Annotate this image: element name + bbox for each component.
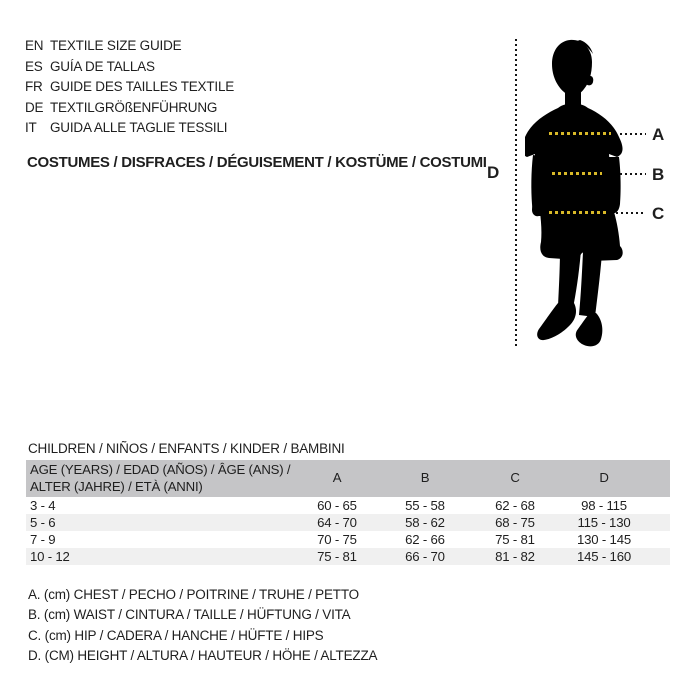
- hip-value: 75 - 81: [495, 532, 535, 547]
- column-header-b: B: [420, 470, 430, 486]
- language-code: IT: [25, 120, 37, 136]
- chest-value: 70 - 75: [317, 532, 357, 547]
- column-header-c: C: [510, 470, 520, 486]
- legend-hip: C. (cm) HIP / CADERA / HANCHE / HÜFTE / HIPS: [28, 627, 324, 643]
- table-row: [26, 548, 670, 565]
- chest-line-dashed: [549, 132, 611, 135]
- language-label: GUIDA ALLE TAGLIE TESSILI: [50, 120, 228, 136]
- language-code: FR: [25, 79, 43, 95]
- waist-leader-dotted: [620, 173, 646, 175]
- age-cell: 3 - 4: [30, 498, 56, 513]
- hip-line-dashed: [549, 211, 608, 214]
- language-label: GUÍA DE TALLAS: [50, 58, 155, 74]
- language-code: EN: [25, 38, 44, 53]
- hip-value: 68 - 75: [495, 515, 535, 530]
- waist-value: 58 - 62: [405, 515, 445, 530]
- measure-label-a: A: [652, 125, 665, 144]
- section-title-children: CHILDREN / NIÑOS / ENFANTS / KINDER / BAMBINI: [28, 441, 345, 456]
- height-value: 145 - 160: [577, 549, 631, 564]
- waist-value: 55 - 58: [405, 498, 445, 513]
- language-row: [25, 36, 234, 57]
- language-row: [25, 57, 234, 78]
- chest-value: 60 - 65: [317, 498, 357, 513]
- legend-waist: B. (cm) WAIST / CINTURA / TAILLE / HÜFTUNG / VITA: [28, 607, 351, 623]
- legend-height: D. (CM) HEIGHT / ALTURA / HAUTEUR / HÖHE / ALTEZZA: [28, 648, 378, 664]
- language-code: ES: [25, 58, 43, 74]
- measure-label-b: B: [652, 165, 665, 184]
- column-header-a: A: [332, 470, 342, 486]
- language-label: TEXTILGRÖßENFÜHRUNG: [50, 99, 218, 115]
- legend-chest: A. (cm) CHEST / PECHO / POITRINE / TRUHE / PETTO: [28, 587, 359, 602]
- column-header-d: D: [599, 470, 609, 486]
- size-table: [26, 460, 670, 565]
- age-cell: 7 - 9: [30, 532, 56, 547]
- language-row: [25, 118, 234, 139]
- chest-value: 75 - 81: [317, 549, 357, 564]
- height-line-dotted: [515, 39, 517, 347]
- waist-value: 62 - 66: [405, 532, 445, 547]
- child-silhouette-icon: [525, 38, 635, 348]
- measure-label-d: D: [487, 163, 500, 182]
- age-header-line2: ALTER (JAHRE) / ETÀ (ANNI): [30, 478, 203, 494]
- hip-value: 81 - 82: [495, 549, 535, 564]
- measurement-legend: [28, 585, 377, 667]
- measure-label-c: C: [652, 204, 665, 223]
- language-code: DE: [25, 99, 44, 115]
- waist-value: 66 - 70: [405, 549, 445, 564]
- category-title: COSTUMES / DISFRACES / DÉGUISEMENT / KOSTÜME / COSTUMI: [27, 154, 487, 171]
- language-label: TEXTILE SIZE GUIDE: [50, 38, 182, 53]
- chest-leader-dotted: [620, 133, 646, 135]
- language-row: [25, 77, 234, 98]
- height-value: 115 - 130: [577, 515, 631, 530]
- language-label: GUIDE DES TAILLES TEXTILE: [50, 79, 235, 95]
- language-row: [25, 98, 234, 119]
- chest-value: 64 - 70: [317, 515, 357, 530]
- measurement-figure: [480, 30, 700, 360]
- age-header-cell: [26, 462, 293, 495]
- hip-value: 62 - 68: [495, 498, 535, 513]
- table-row: [26, 497, 670, 514]
- hip-leader-dotted: [616, 212, 646, 214]
- height-value: 130 - 145: [577, 532, 631, 547]
- language-list: [25, 36, 234, 139]
- waist-line-dashed: [552, 172, 602, 175]
- height-value: 98 - 115: [581, 498, 627, 513]
- table-row: [26, 514, 670, 531]
- age-cell: 10 - 12: [30, 549, 70, 564]
- table-header-row: [26, 460, 670, 497]
- table-row: [26, 531, 670, 548]
- age-header-line1: AGE (YEARS) / EDAD (AÑOS) / ÂGE (ANS) /: [30, 462, 291, 477]
- age-cell: 5 - 6: [30, 515, 56, 530]
